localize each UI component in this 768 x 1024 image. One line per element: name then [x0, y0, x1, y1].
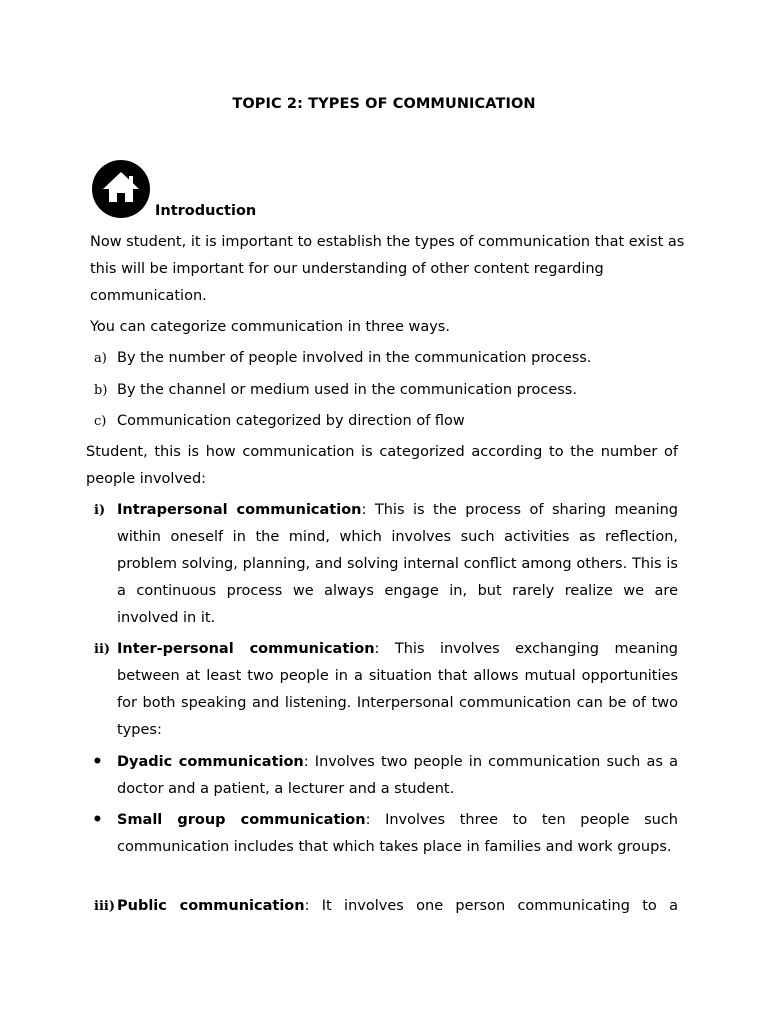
list-marker: a): [94, 351, 107, 366]
list-item: [94, 749, 678, 803]
list-item-text: [117, 893, 678, 920]
list-item-text: [117, 807, 678, 861]
term-description: : Involves two people in communication such as a doctor and a patient, a lecturer and a student.: [117, 754, 678, 797]
term-description: : This is the process of sharing meaning within oneself in the mind, which involves such activities as reflection, problem solving, planning, and solving internal conflict among others. This is a continuous process we always engage in, but rarely realize we are involved in it.: [117, 502, 678, 626]
list-item: [94, 807, 678, 861]
number-intro-paragraph: Student, this is how communication is categorized according to the number of people involved:: [86, 444, 678, 487]
list-marker: i): [94, 503, 106, 518]
term-label: Public communication: [117, 898, 305, 914]
term-description: : It involves one person communicating to a: [304, 898, 678, 914]
list-item: [94, 345, 694, 372]
introduction-heading: Introduction: [155, 203, 257, 219]
list-item: [94, 636, 678, 744]
list-item: [94, 408, 694, 435]
list-item-text: [117, 749, 678, 803]
list-marker: ii): [94, 642, 111, 657]
list-item: [94, 893, 678, 920]
term-label: Dyadic communication: [117, 754, 304, 770]
page-title: TOPIC 2: TYPES OF COMMUNICATION: [232, 96, 536, 112]
intro-paragraph: Now student, it is important to establish the types of communication that exist as this will be important for our understanding of other content regarding communication.: [90, 234, 685, 304]
term-label: Intrapersonal communication: [117, 502, 362, 518]
home-icon: [91, 159, 151, 219]
list-marker: c): [94, 414, 107, 429]
list-item-text: Communication categorized by direction of flow: [117, 413, 465, 429]
term-label: Inter-personal communication: [117, 641, 375, 657]
list-item: [94, 377, 694, 404]
list-marker: iii): [94, 899, 115, 914]
list-item-text: By the number of people involved in the communication process.: [117, 350, 592, 366]
term-description: : Involves three to ten people such communication includes that which takes place in families and work groups.: [117, 812, 678, 855]
list-marker: b): [94, 383, 108, 398]
list-item-text: [117, 497, 678, 632]
term-label: Small group communication: [117, 812, 366, 828]
list-item-text: [117, 636, 678, 744]
bullet-marker: •: [92, 752, 103, 772]
list-item-text: By the channel or medium used in the communication process.: [117, 382, 577, 398]
bullet-marker: •: [92, 810, 103, 830]
categorize-paragraph: You can categorize communication in three ways.: [90, 319, 450, 335]
list-item: [94, 497, 678, 632]
term-description: : This involves exchanging meaning between at least two people in a situation that allows mutual opportunities for both speaking and listening. Interpersonal communication can be of two types:: [117, 641, 678, 738]
